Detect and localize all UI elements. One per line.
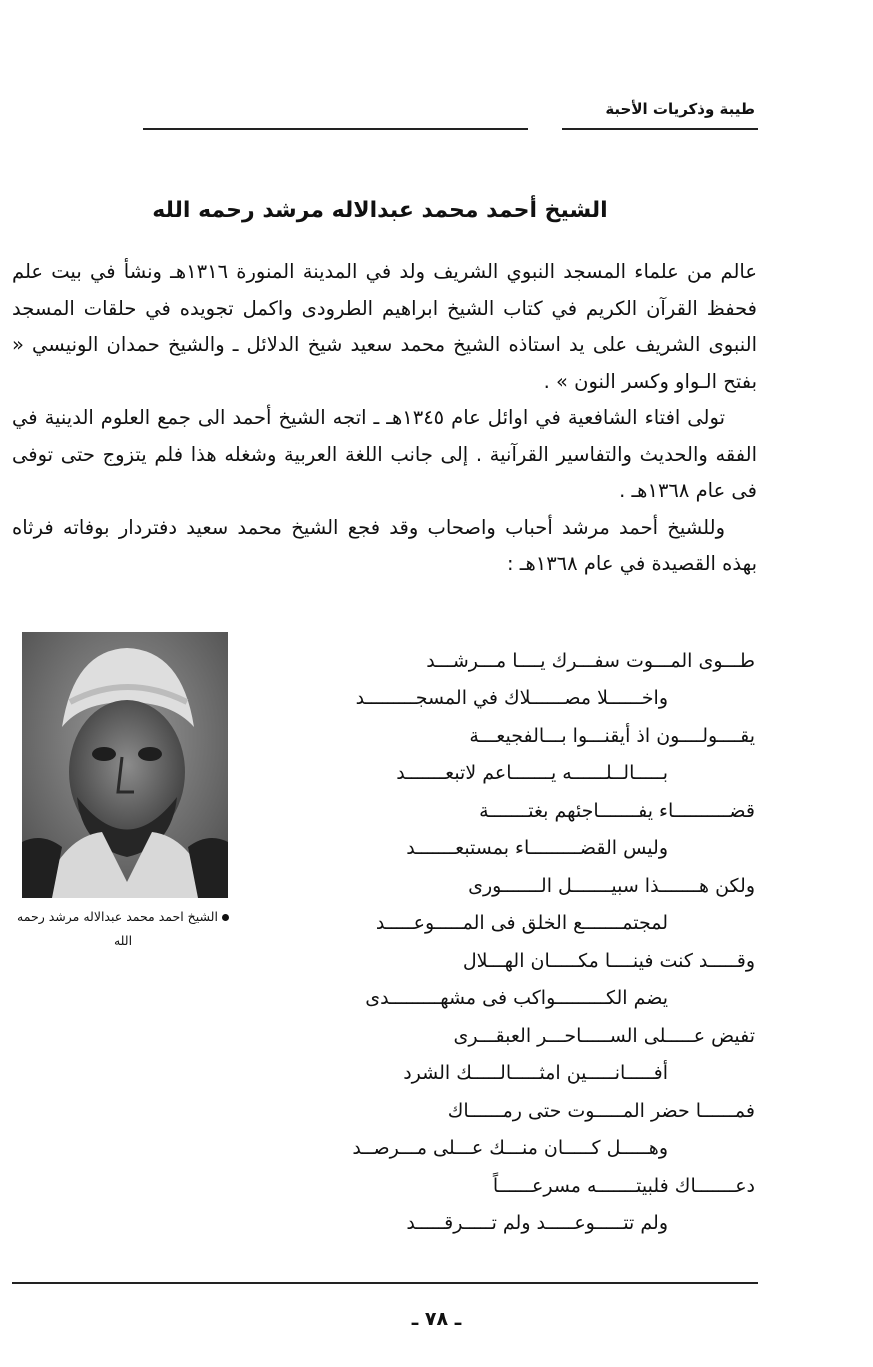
portrait-photo xyxy=(22,632,228,898)
poem-verse: طـــوى المـــوت سفـــرك يــــا مـــرشـــد xyxy=(426,650,755,672)
bullet-icon xyxy=(222,914,229,921)
article-body xyxy=(12,254,757,583)
poem-verse: فمــــــا حضر المـــــوت حتى رمــــــاك xyxy=(447,1100,755,1122)
poem-verse: وليس القضـــــــــاء بمستبعـــــــد xyxy=(406,837,668,859)
photo-caption-text: الشيخ احمد محمد عبدالاله مرشد رحمه الله xyxy=(17,909,218,948)
header-rule-right xyxy=(562,128,758,130)
poem-verse: لمجتمـــــــع الخلق فى المـــــوعـــــد xyxy=(375,912,668,934)
photo-caption xyxy=(14,905,232,953)
poem-verse: واخــــــلا مصــــــلاك في المسجـــــــــد xyxy=(355,687,668,709)
paragraph: تولى افتاء الشافعية في اوائل عام ١٣٤٥هـ ـ اتجه الشيخ أحمد الى جمع العلوم الدينية في الفقه والحديث والتفاسير القرآنية . إلى جانب اللغة العربية وشغله هذا فلم يتزوج حتى توفى فى عام ١٣٦٨هـ . xyxy=(12,406,757,502)
poem-verse: ولم تتـــــوعـــــد ولم تـــــرقـــــد xyxy=(406,1212,668,1234)
poem-verse: يقــــولــــون اذ أيقنـــوا بـــالفجيعـــة xyxy=(469,725,755,747)
poem-verse: بـــــالــلــــــه يـــــــاعم لاتبعـــــــد xyxy=(396,762,668,784)
running-header: طيبة وذكريات الأحبة xyxy=(605,100,755,118)
poem-verse: ولكن هـــــــذا سبيـــــــل الـــــــورى xyxy=(468,875,755,897)
page-number: ـ ٧٨ ـ xyxy=(411,1308,462,1330)
paragraph: عالم من علماء المسجد النبوي الشريف ولد في المدينة المنورة ١٣١٦هـ ونشأ في بيت علم فحفظ القرآن الكريم في كتاب الشيخ ابراهيم الطرودى واكمل تجويده في حلقات المسجد النبوى الشريف على يد استاذه الشيخ محمد سعيد شيخ الدلائل ـ والشيخ حمدان الونيسي « بفتح الـواو وكسر النون » . xyxy=(12,260,758,393)
portrait-image xyxy=(22,632,228,898)
poem-verse: وقـــــد كنت فينــــا مكـــــان الهـــلال xyxy=(462,950,755,972)
footer-rule xyxy=(12,1282,758,1284)
poem-verse: دعـــــــاك فلبيتـــــــه مسرعــــــاً xyxy=(492,1175,755,1197)
header-rule-left xyxy=(143,128,528,130)
poem-verse: يضم الكـــــــــواكب فى مشهـــــــــدى xyxy=(365,987,668,1009)
poem-verse: قضــــــــــاء يفـــــــاجئهم بغتـــــــة xyxy=(479,800,755,822)
paragraph: وللشيخ أحمد مرشد أحباب واصحاب وقد فجع الشيخ محمد سعيد دفتردار بوفاته فرثاه بهذه القصيدة في عام ١٣٦٨هـ : xyxy=(12,515,757,575)
article-title: الشيخ أحمد محمد عبدالاله مرشد رحمه الله xyxy=(152,198,608,223)
poem-verse: تفيض عـــــلى الســـــاحـــر العبقـــرى xyxy=(453,1025,755,1047)
poem-verse: وهـــــل كـــــان منـــك عـــلى مـــرصــد xyxy=(352,1137,668,1159)
poem-verse: أفـــــانـــــين امثـــــالـــــك الشرد xyxy=(403,1062,668,1084)
